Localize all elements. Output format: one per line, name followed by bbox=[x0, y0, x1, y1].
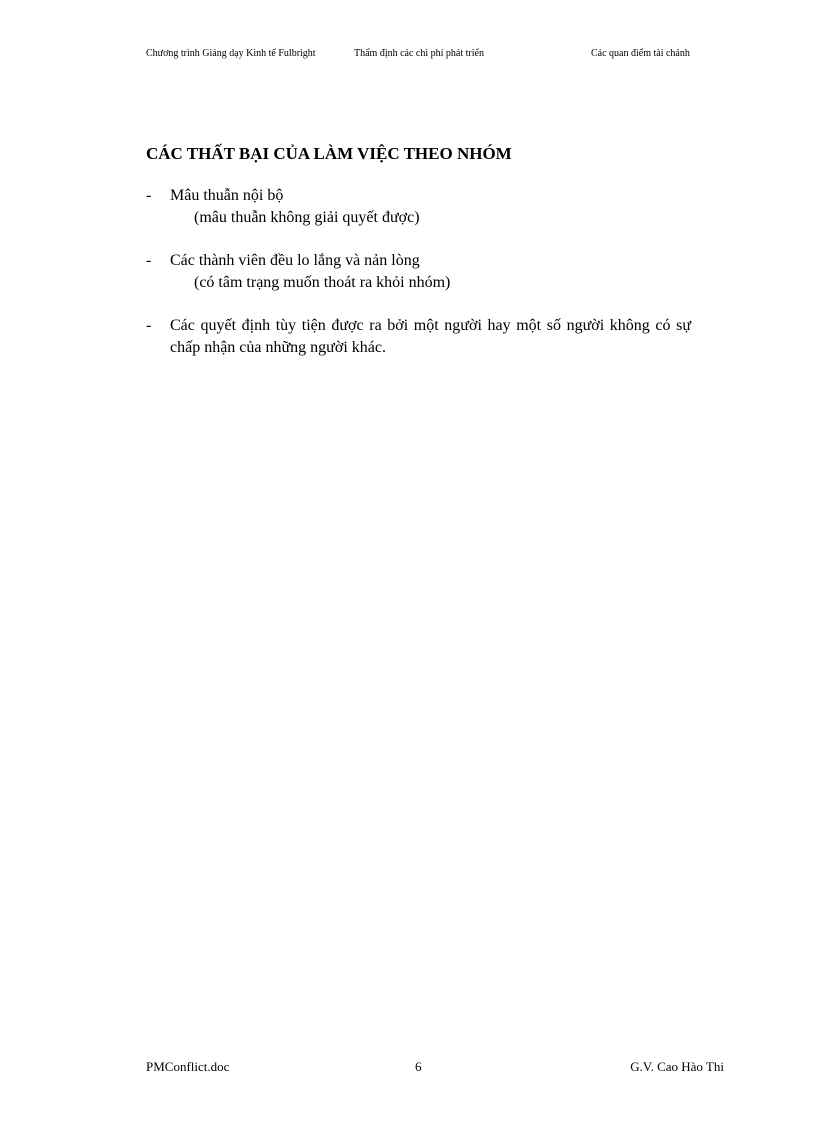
list-item bbox=[146, 185, 691, 229]
bullet-dash: - bbox=[146, 187, 152, 204]
header-section-title: Các quan điểm tài chánh bbox=[591, 48, 690, 59]
header-course-name: Chương trình Giảng dạy Kinh tế Fulbright bbox=[146, 48, 316, 59]
page-number: 6 bbox=[415, 1059, 422, 1074]
list-item bbox=[146, 250, 691, 294]
bullet-text: Các thành viên đều lo lắng và nản lòng bbox=[170, 252, 420, 269]
footer-filename: PMConflict.doc bbox=[146, 1059, 230, 1074]
bullet-dash: - bbox=[146, 252, 152, 269]
list-item bbox=[146, 315, 691, 359]
bullet-dash: - bbox=[146, 317, 152, 334]
bullet-text: Các quyết định tùy tiện được ra bởi một người hay một số người không có sự chấp nhận của những người khác. bbox=[170, 317, 691, 356]
page-title: CÁC THẤT BẠI CỦA LÀM VIỆC THEO NHÓM bbox=[146, 144, 512, 163]
bullet-text: Mâu thuẫn nội bộ bbox=[170, 187, 284, 204]
header-chapter-title: Thẩm định các chi phí phát triển bbox=[354, 48, 484, 59]
bullet-subtext: (có tâm trạng muốn thoát ra khỏi nhóm) bbox=[194, 274, 451, 291]
footer-author: G.V. Cao Hào Thi bbox=[630, 1059, 724, 1074]
bullet-subtext: (mâu thuẫn không giải quyết được) bbox=[194, 209, 420, 226]
